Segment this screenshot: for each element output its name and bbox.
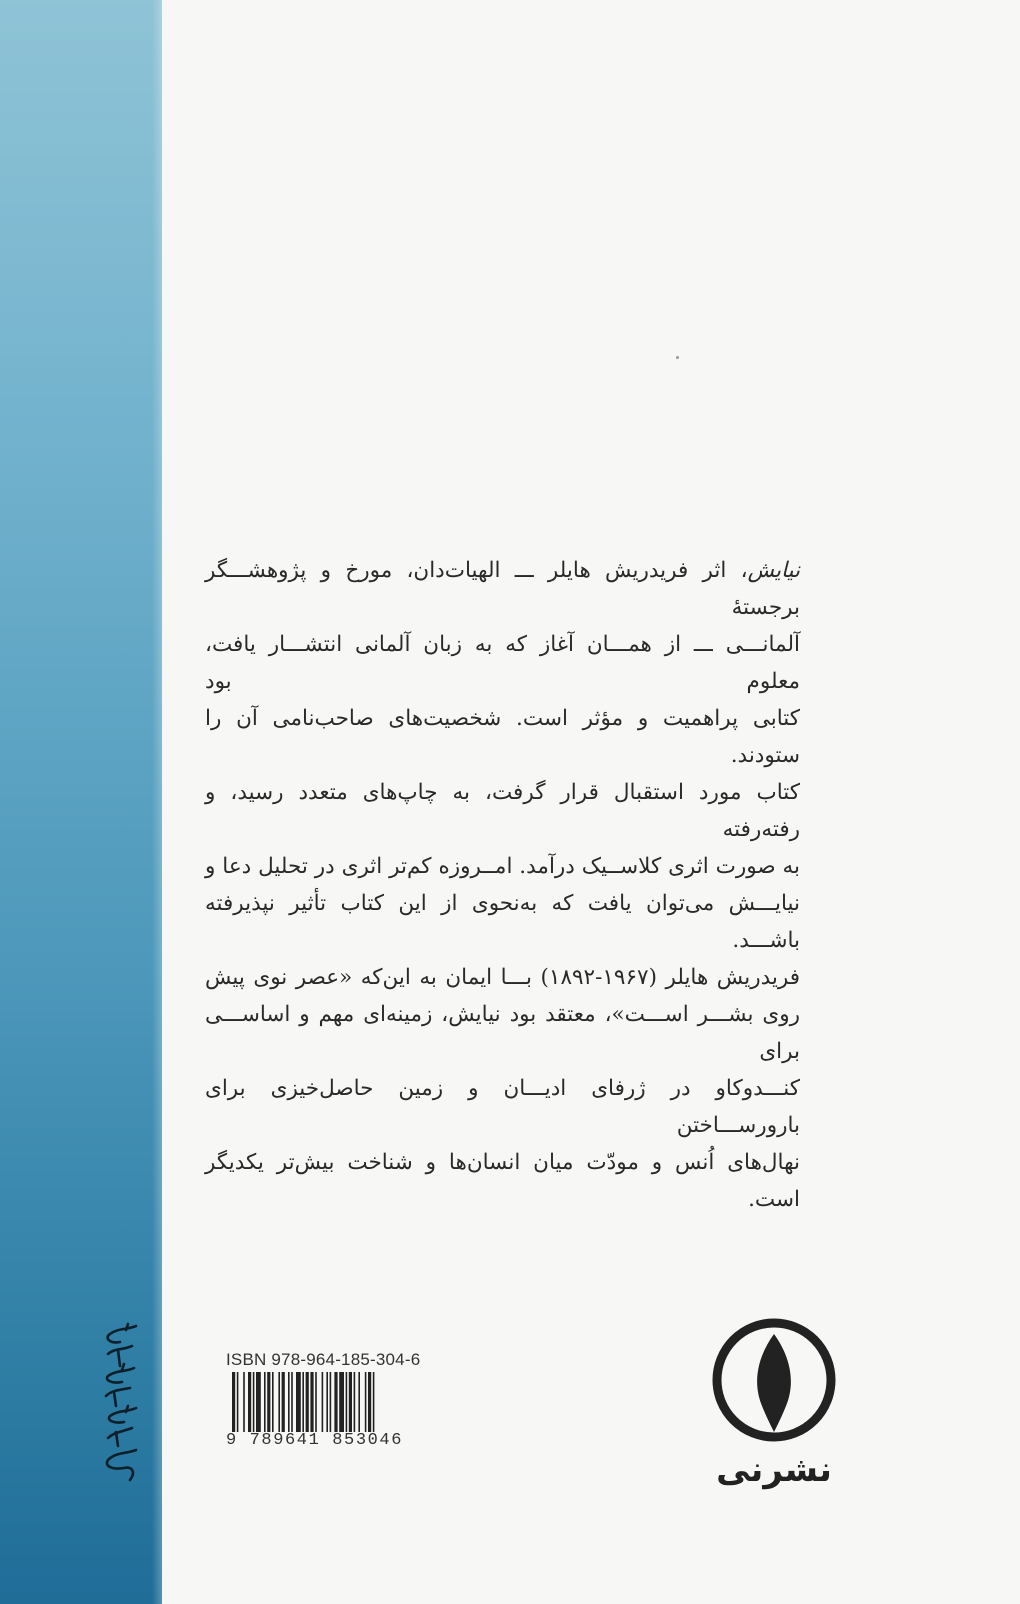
blurb-line: فریدریش هایلر (۱۹۶۷-۱۸۹۲) بـــا ایمان به این‌که «عصر نوی پیش [205,965,800,990]
blurb-line: به صورت اثری کلاســیک درآمد. امــروزه کم‌تر اثری در تحلیل دعا و [205,854,800,879]
publisher-logo [704,1310,844,1490]
speck [676,356,679,359]
blurb-line: نیایـــش می‌توان یافت که به‌نحوی از این کتاب تأثیر نپذیرفته باشـــد. [205,891,800,953]
barcode-digits: 9 789641 853046 [226,1431,404,1450]
publisher-name: نشرنی [716,1450,832,1490]
blurb-line: نهال‌های اُنس و مودّت میان انسان‌ها و شناخت بیش‌تر یکدیگر است. [205,1150,800,1212]
handwritten-signature-icon [96,1320,148,1490]
isbn-label: ISBN 978-964-185-304-6 [226,1350,421,1369]
blurb-line: کتابی پراهمیت و مؤثر است. شخصیت‌های صاحب‌نامی آن را ستودند. [205,706,800,768]
isbn-barcode-block [226,1350,436,1450]
blurb-line: کنـــدوکاو در ژرفای ادیـــان و زمین حاصل‌خیزی برای بارورســـاختن [205,1076,800,1138]
back-cover-blurb [205,552,800,1218]
blurb-line: آلمانـــی ـــ از همـــان آغاز که به زبان آلمانی انتشـــار یافت، معلوم بود [205,632,800,694]
blurb-line [205,552,800,626]
book-title-word: نیایش [747,558,800,583]
blurb-line: روی بشـــر اســـت»، معتقد بود نیایش، زمینه‌ای مهم و اساســـی برای [205,1002,800,1064]
leaf-in-circle-icon [704,1310,844,1450]
blue-gradient-band [0,0,162,1604]
blurb-line: کتاب مورد استقبال قرار گرفت، به چاپ‌های متعدد رسید، و رفته‌رفته [205,780,800,842]
blurb-line-text: ، اثر فریدریش هایلر ـــ الهیات‌دان، مورخ و پژوهشـــگر برجستهٔ [205,558,800,620]
barcode-icon [232,1372,430,1432]
